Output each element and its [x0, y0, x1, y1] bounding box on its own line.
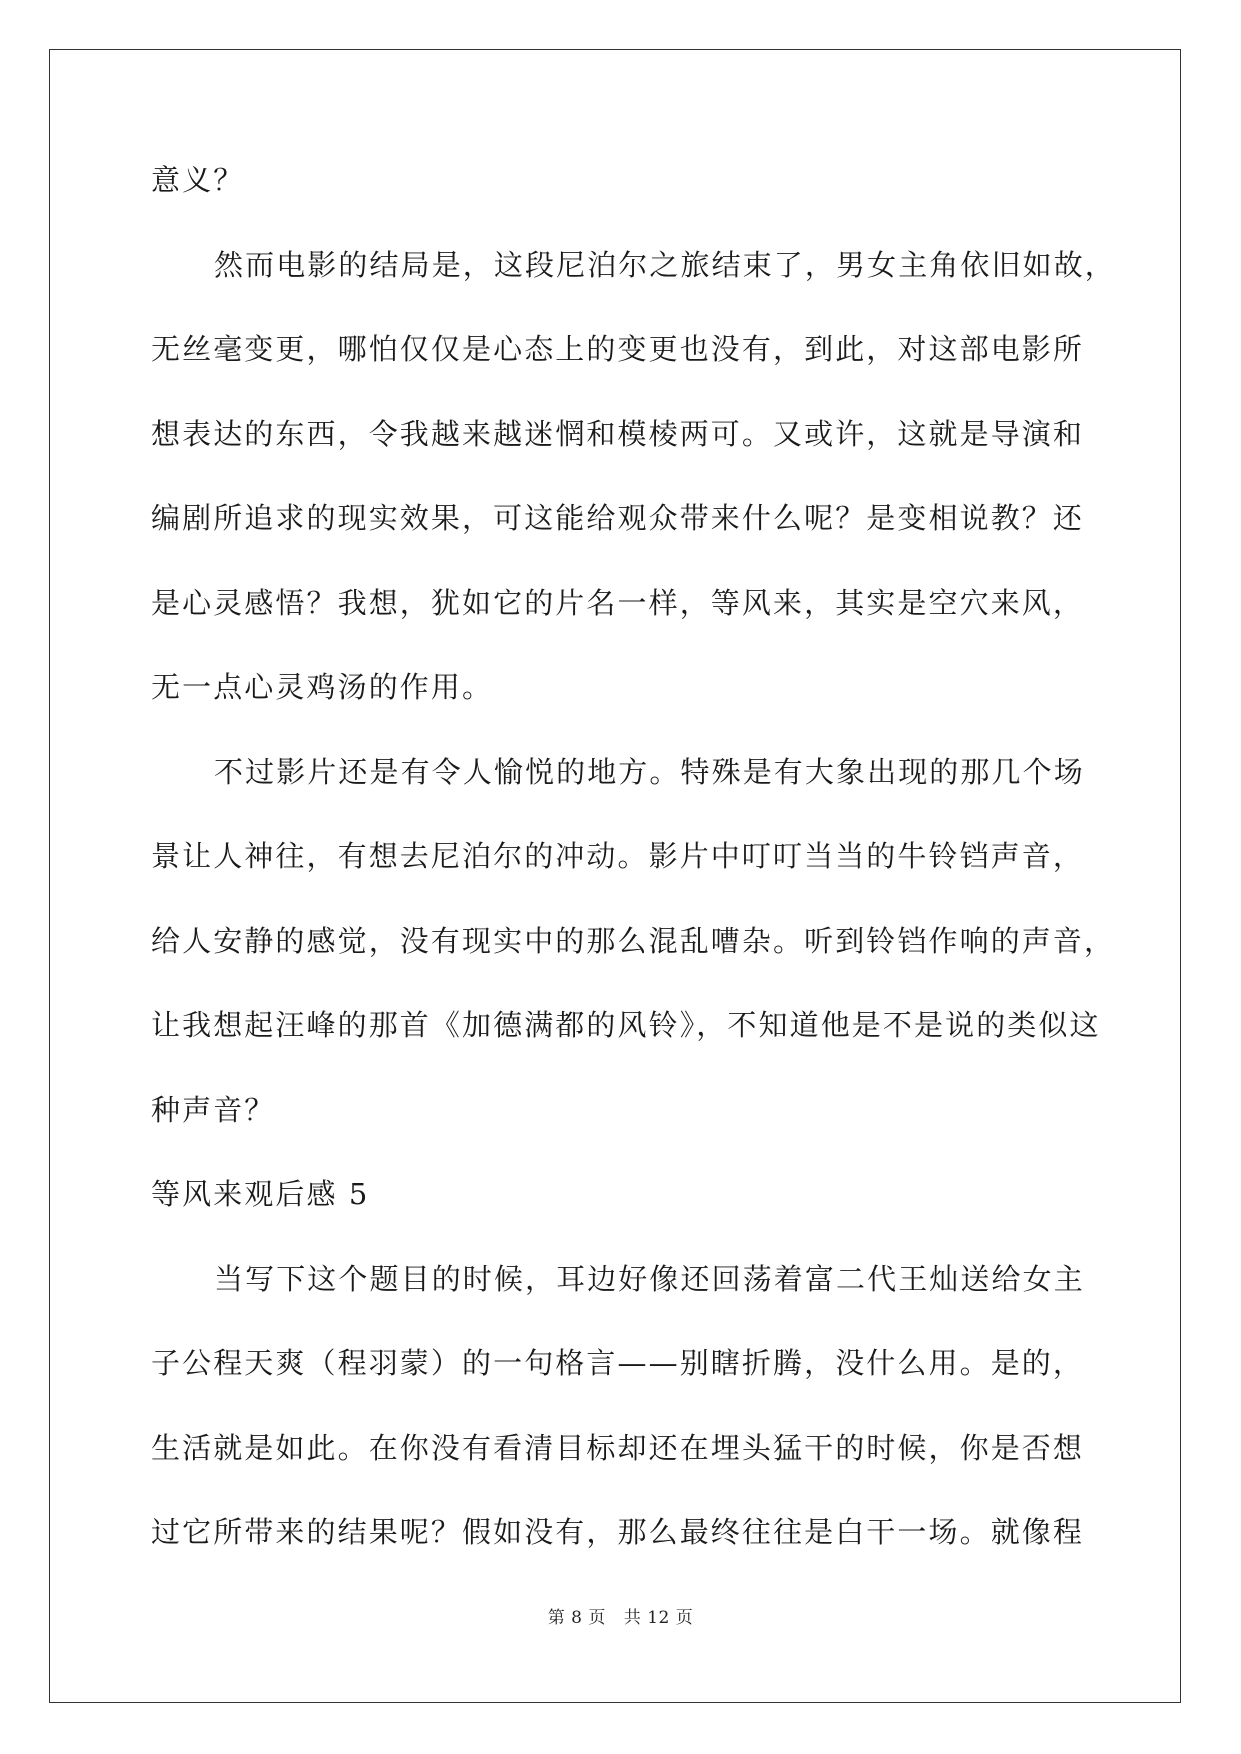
section-heading: 等风来观后感 5	[151, 1177, 370, 1211]
page-total: 共 12 页	[623, 1608, 694, 1628]
page-number: 第 8 页	[547, 1608, 606, 1628]
text-line: 给人安静的感觉，没有现实中的那么混乱嘈杂。听到铃铛作响的声音，	[151, 923, 1116, 958]
paragraph-first-line: 当写下这个题目的时候，耳边好像还回荡着富二代王灿送给女主	[214, 1261, 1085, 1296]
text-line: 过它所带来的结果呢？假如没有，那么最终往往是白干一场。就像程	[151, 1515, 1085, 1549]
text-line: 种声音？	[151, 1092, 276, 1127]
text-line: 编剧所追求的现实效果，可这能给观众带来什么呢？是变相说教？还	[151, 501, 1085, 535]
text-line: 无丝毫变更，哪怕仅仅是心态上的变更也没有，到此，对这部电影所	[151, 332, 1085, 366]
text-line: 是心灵感悟？我想，犹如它的片名一样，等风来，其实是空穴来风，	[151, 585, 1085, 620]
paragraph-first-line: 然而电影的结局是，这段尼泊尔之旅结束了，男女主角依旧如故，	[214, 247, 1116, 282]
text-line: 让我想起汪峰的那首《加德满都的风铃》，不知道他是不是说的类似这	[151, 1008, 1101, 1042]
paragraph-first-line: 不过影片还是有令人愉悦的地方。特殊是有大象出现的那几个场	[214, 754, 1085, 789]
text-line: 子公程天爽（程羽蒙）的一句格言——别瞎折腾，没什么用。是的，	[151, 1346, 1085, 1380]
document-body	[151, 160, 1116, 1597]
text-line: 生活就是如此。在你没有看清目标却还在埋头猛干的时候，你是否想	[151, 1430, 1085, 1465]
text-line: 景让人神往，有想去尼泊尔的冲动。影片中叮叮当当的牛铃铛声音，	[151, 839, 1085, 873]
text-line: 无一点心灵鸡汤的作用。	[151, 670, 494, 704]
text-line: 想表达的东西，令我越来越迷惘和模棱两可。又或许，这就是导演和	[151, 416, 1085, 451]
text-line: 意义？	[151, 163, 245, 197]
page-footer	[0, 1603, 1241, 1628]
